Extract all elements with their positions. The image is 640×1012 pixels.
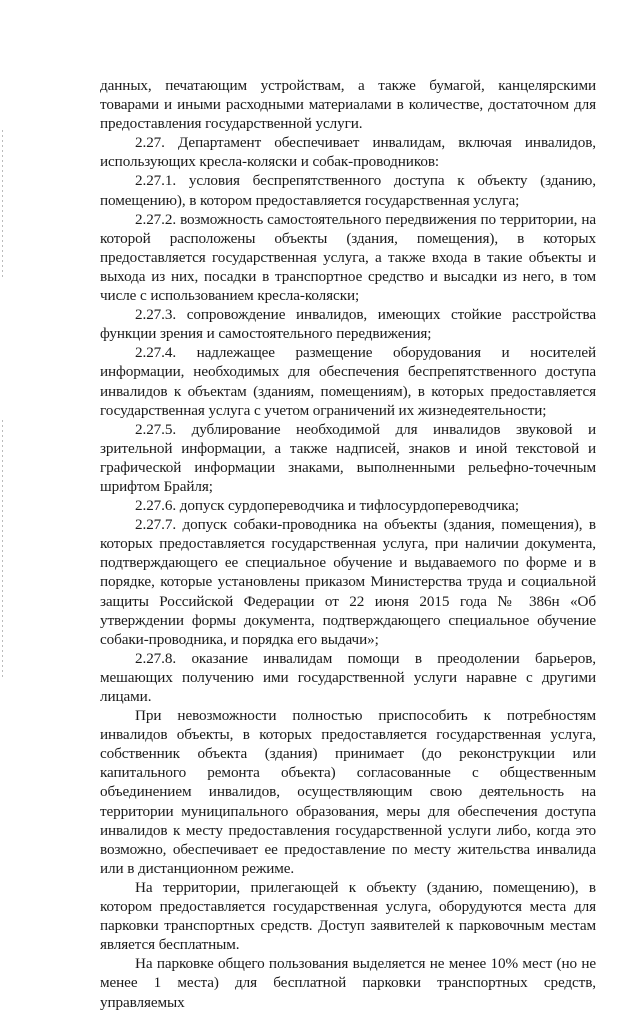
paragraph-2-27-6: 2.27.6. допуск сурдопереводчика и тифлосурдопереводчика;: [135, 497, 519, 515]
paragraph-2-27-1: 2.27.1. условия беспрепятственного доступа к объекту (зданию, помещению), в котором предоставляется государственная услуга;: [100, 172, 596, 209]
paragraph-2-27-8: 2.27.8. оказание инвалидам помощи в преодолении барьеров, мешающих получению ими государственной услуги наравне с другими лицами.: [100, 649, 596, 705]
paragraph-2-27-2: 2.27.2. возможность самостоятельного передвижения по территории, на которой расположены объекты (здания, помещения), в которых предоставляется государственная услуга, а также входа в такие объекты и выхода из них, посадки в транспортное средство и высадки из него, в том числе с использованием кресла-коляски;: [100, 210, 596, 305]
paragraph-continuation: данных, печатающим устройствам, а также бумагой, канцелярскими товарами и иными расходными материалами в количестве, достаточном для предоставления государственной услуги.: [100, 77, 596, 133]
scan-edge-mark: [2, 130, 3, 280]
document-body: [100, 76, 596, 1012]
paragraph-parking-quota: На парковке общего пользования выделяется не менее 10% мест (но не менее 1 места) для бесплатной парковки транспортных средств, управляемых: [100, 955, 596, 1011]
paragraph-2-27-7: 2.27.7. допуск собаки-проводника на объекты (здания, помещения), в которых предоставляется государственная услуга, при наличии документа, подтверждающего ее специальное обучение и выдаваемого по форме и в порядке, которые установлены приказом Министерства труда и социальной защиты Российской Федерации от 22 июня 2015 года № 386н «Об утверждении формы документа, подтверждающего специальное обучение собаки-проводника, и порядка его выдачи»;: [100, 516, 596, 648]
scan-edge-mark: [2, 420, 3, 680]
paragraph-2-27-4: 2.27.4. надлежащее размещение оборудования и носителей информации, необходимых для обеспечения беспрепятственного доступа инвалидов к объектам (зданиям, помещениям), в которых предоставляется государственная услуга с учетом ограничений их жизнедеятельности;: [100, 344, 596, 419]
paragraph-parking: На территории, прилегающей к объекту (зданию, помещению), в котором предоставляется государственная услуга, оборудуются места для парковки транспортных средств. Доступ заявителей к парковочным местам является бесплатным.: [100, 878, 596, 954]
paragraph-2-27-3: 2.27.3. сопровождение инвалидов, имеющих стойкие расстройства функции зрения и самостоятельного передвижения;: [100, 306, 596, 343]
paragraph-accessibility-measures: При невозможности полностью приспособить к потребностям инвалидов объекты, в которых предоставляется государственная услуга, собственник объекта (здания) принимает (до реконструкции или капитального ремонта объекта) согласованные с общественным объединением инвалидов, осуществляющим свою деятельность на территории муниципального образования, меры для обеспечения доступа инвалидов к месту предоставления государственной услуги либо, когда это возможно, обеспечивает ее предоставление по месту жительства инвалида или в дистанционном режиме.: [100, 707, 596, 877]
paragraph-2-27: 2.27. Департамент обеспечивает инвалидам, включая инвалидов, использующих кресла-коляски и собак-проводников:: [100, 134, 596, 171]
paragraph-2-27-5: 2.27.5. дублирование необходимой для инвалидов звуковой и зрительной информации, а также надписей, знаков и иной текстовой и графической информации знаками, выполненными рельефно-точечным шрифтом Брайля;: [100, 420, 596, 495]
